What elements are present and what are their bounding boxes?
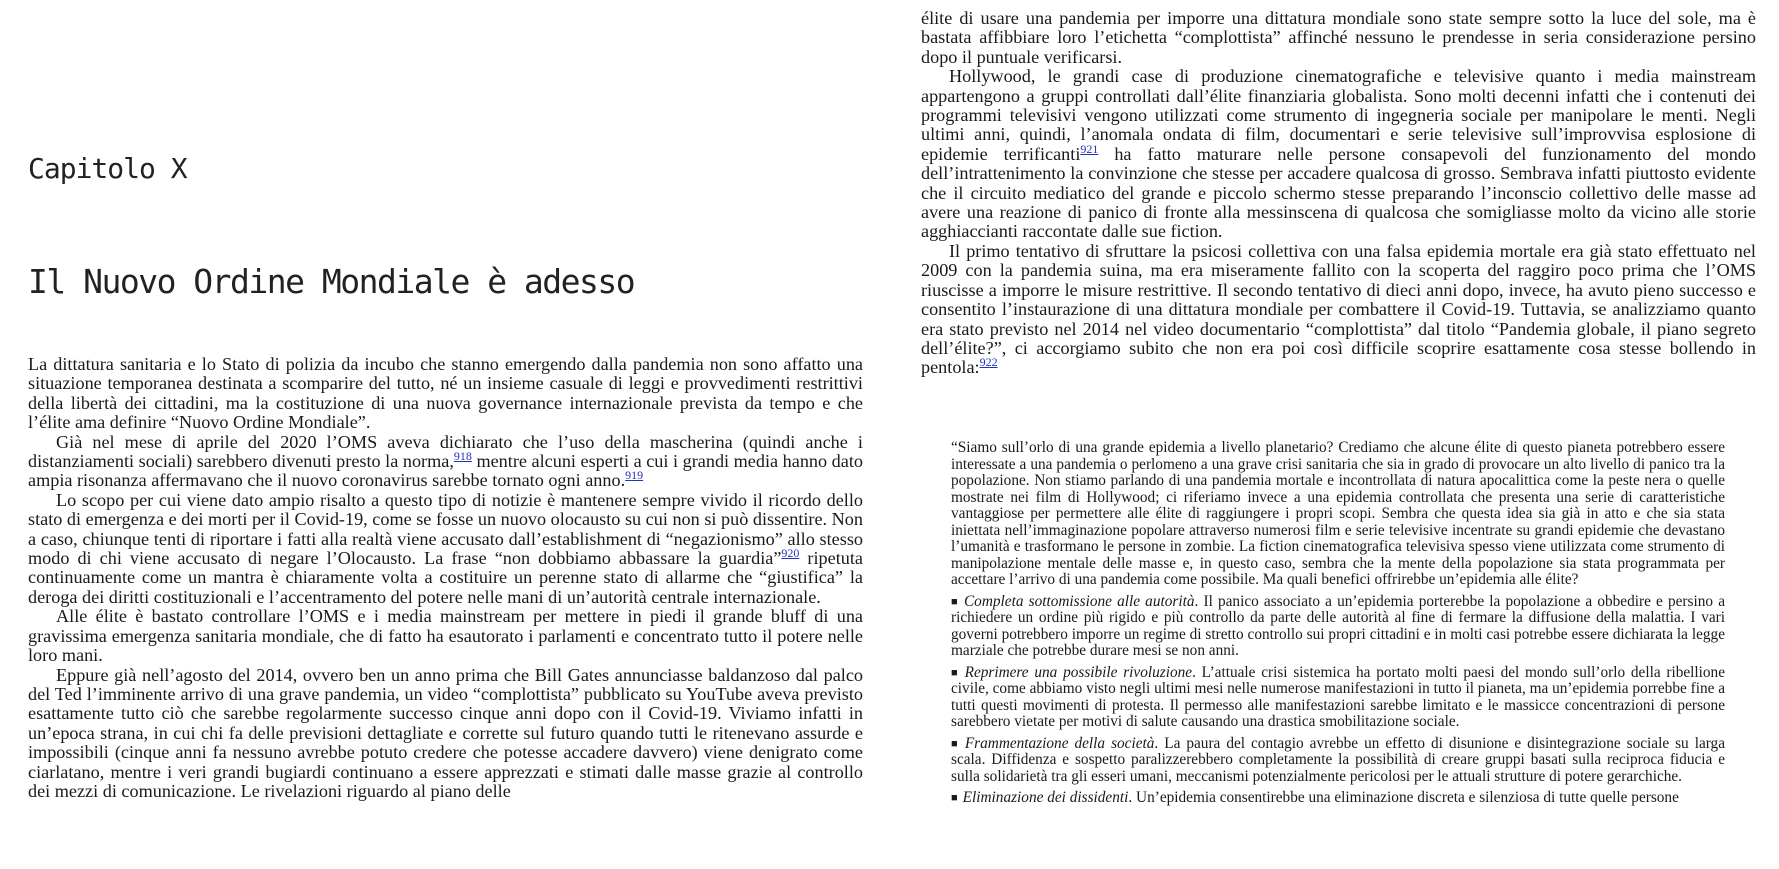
paragraph-text: Lo scopo per cui viene dato ampio risalto a questo tipo di notizie è mantenere sempre vivido il ricordo dello stato di emergenza e dei morti per il Covid-19, come se fosse un nuovo olocausto su cui non si può dissentire. Non a caso, chiunque tenti di riportare i fatti alla realtà viene accusato dall’establishment di “negazionismo” allo stesso modo di chi viene accusato di negare l’Olocausto. La frase “non dobbiamo abbassare la guardia” [28,489,863,569]
bullet-title: Reprimere una possibile rivoluzione [964,663,1193,681]
paragraph: Alle élite è bastato controllare l’OMS e i media mainstream per mettere in piedi il grande bluff di una gravissima emergenza sanitaria mondiale, che di fatto ha esautorato i parlamenti e concentrato tutto il potere nelle loro mani. [28,606,863,666]
paragraph-text: Hollywood, le grandi case di produzione cinematografiche e televisive quanto i media mainstream appartengono a gruppi controllati dall’élite finanziaria globalista. Sono molti decenni infatti che i contenuti dei programmi televisivi vengono utilizzati come strumento di ingegneria sociale per manipolare le menti. Negli ultimi anni, quindi, l’anomala ondata di film, documentari e serie televisive sull’improvvisa esplosione di epidemie terrificanti [921,66,1756,164]
quote-intro: “Siamo sull’orlo di una grande epidemia a livello planetario? Crediamo che alcune élite di questo pianeta potrebbero essere interessate a una pandemia o perlomeno a una grave crisi sanitaria che sia in grado di provocare un alto livello di panico tra la popolazione. Non stiamo parlando di una pandemia mortale e incontrollata di natura apocalittica come la peste nera o quelle mostrate nei film di Hollywood; ci riferiamo invece a una epidemia controllata che presenta una serie di caratteristiche vantaggiose per permettere alle élite di raggiungere i propri scopi. Sembra che questa idea sia già in atto e che sia stata iniettata nell’immaginazione popolare attraverso numerosi film e serie televisive incentrate su grandi epidemie che devastano l’umanità e trasformano le persone in zombie. La fiction cinematografica televisiva spesso viene utilizzata come strumento di manipolazione mentale delle masse e, in questo caso, sembra che la mente della popolazione sia stata programmata per accettare l’arrivo di una pandemia come possibile. Ma quali benefici offrirebbe un’epidemia alle élite? [951,439,1725,588]
paragraph-text: ha fatto maturare nelle persone consapevoli del funzionamento del mondo dell’intrattenimento la convinzione che stesse per accadere qualcosa di grosso. Sembrava infatti piuttosto evidente che il circuito mediatico del grande e piccolo schermo stesse preparando l’inconscio collettivo delle masse ad avere una reazione di panico di fronte alla messinscena di qualcosa che somigliasse molto da vicino alle storie agghiaccianti raccontate dalle sue fiction. [921,143,1756,242]
footnote-link-919[interactable]: 919 [625,468,644,483]
chapter-title: Il Nuovo Ordine Mondiale è adesso [28,262,635,301]
bullet-text: . La paura del contagio avrebbe un effetto di disunione e disintegrazione sociale su larga scala. Diffidenza e sospetto paralizzerebbero completamente la possibilità di creare gruppi basati sulla reciproca fiducia e sulla solidarietà tra gli esseri umani, meccanismi potenzialmente pericolosi per le attuali strutture di potere gerarchiche. [951,734,1725,785]
bullet-item [951,594,1725,660]
chapter-label: Capitolo X [28,152,187,185]
paragraph [921,242,1756,378]
square-bullet-icon: ■ [951,595,959,608]
paragraph-text: Il primo tentativo di sfruttare la psicosi collettiva con una falsa epidemia mortale era già stato effettuato nel 2009 con la pandemia suina, ma era miseramente fallito con la scoperta del raggiro poco prima che l’OMS riuscisse a imporre le misure restrittive. Il secondo tentativo di dieci anni dopo, invece, ha avuto pieno successo e consentito l’instaurazione di una dittatura mondiale per combattere il Covid-19. Tuttavia, se analizziamo quanto era stato previsto nel 2014 nel video documentario “complottista” dal titolo “Pandemia globale, il piano segreto dell’élite?”, ci accorgiamo subito che non era poi così difficile scoprire esattamente cosa stesse bollendo in pentola: [921,240,1756,378]
bullet-item [951,665,1725,731]
bullet-title: Eliminazione dei dissidenti [962,789,1129,806]
paragraph: La dittatura sanitaria e lo Stato di polizia da incubo che stanno emergendo dalla pandemia non sono affatto una situazione temporanea destinata a scomparire del tutto, né un insieme casuale di leggi e provvedimenti restrittivi della libertà dei cittadini, ma la costituzione di una nuova governance internazionale prevista da tempo e che l’élite ama definire “Nuovo Ordine Mondiale”. [28,354,863,433]
paragraph: Eppure già nell’agosto del 2014, ovvero ben un anno prima che Bill Gates annunciasse baldanzoso dal palco del Ted l’imminente arrivo di una grave pandemia, un video “complottista” pubblicato su YouTube aveva previsto esattamente tutto ciò che sarebbe regolarmente successo cinque anni dopo con il Covid-19. Viviamo infatti in un’epoca strana, in cui chi fa delle previsioni dettagliate e corrette sul futuro quando tutti le ritenevano assurde e impossibili (cinque anni fa nessuno avrebbe potuto credere che potesse accadere davvero) viene denigrato come ciarlatano, mentre i veri grandi bugiardi continuano a essere apprezzati e stimati dalle masse grazie al controllo dei mezzi di comunicazione. Le rivelazioni riguardo al piano delle [28,664,863,801]
paragraph: élite di usare una pandemia per imporre una dittatura mondiale sono state sempre sotto la luce del sole, ma è bastata affibbiare loro l’etichetta “complottista” affinché nessuno le prendesse in seria considerazione persino dopo il puntuale verificarsi. [921,8,1756,67]
block-quote [951,440,1725,807]
square-bullet-icon: ■ [951,666,960,679]
footnote-link-921[interactable]: 921 [1080,141,1099,156]
left-body-text [28,355,863,801]
square-bullet-icon: ■ [951,737,960,750]
paragraph-text: ripetuta continuamente come un mantra è chiaramente volta a costituire un perenne stato di allarme che “giustifica” la deroga dei diritti costituzionali e l’accentramento del potere nelle mani di un’autorità centrale internazionale. [28,548,863,607]
paragraph-text: mentre alcuni esperti a cui i grandi media hanno dato ampia risonanza affermavano che il nuovo coronavirus sarebbe tornato ogni anno. [28,451,863,491]
bullet-title: Frammentazione della società [964,734,1155,752]
footnote-link-918[interactable]: 918 [453,448,472,463]
paragraph [28,491,863,607]
bullet-text: . Il panico associato a un’epidemia porterebbe la popolazione a obbedire e persino a richiedere un ordine più rigido e più controllo da parte delle autorità al fine di fermare la diffusione della malattia. I vari governi potrebbero imporre un regime di stretto controllo sui propri cittadini e in molti casi potrebbe essere dichiarata la legge marziale che potrebbe durare mesi se non anni. [951,592,1725,659]
bullet-item [951,790,1725,807]
bullet-title: Completa sottomissione alle autorità [963,592,1195,610]
paragraph [28,433,863,491]
footnote-link-922[interactable]: 922 [979,355,998,370]
paragraph-text: Già nel mese di aprile del 2020 l’OMS aveva dichiarato che l’uso della mascherina (quindi anche i distanziamenti sociali) sarebbero divenuti presto la norma, [28,431,863,472]
footnote-link-920[interactable]: 920 [781,546,800,560]
bullet-text: . Un’epidemia consentirebbe una eliminazione discreta e silenziosa di tutte quelle persone [1128,789,1679,806]
square-bullet-icon: ■ [951,792,958,804]
bullet-item [951,736,1725,786]
right-body-text [921,9,1756,378]
bullet-text: . L’attuale crisi sistemica ha portato molti paesi del mondo sull’orlo della ribellione civile, come abbiamo visto negli ultimi mesi nelle numerose manifestazioni in tutto il pianeta, ma un’epidemia porrebbe fine a tutti questi movimenti di protesta. Il permesso alle manifestazioni sarebbe limitato e le massicce concentrazioni di persone sarebbero vietate per motivi di salute causando una drastica smobilitazione sociale. [951,663,1725,730]
paragraph [921,67,1756,242]
